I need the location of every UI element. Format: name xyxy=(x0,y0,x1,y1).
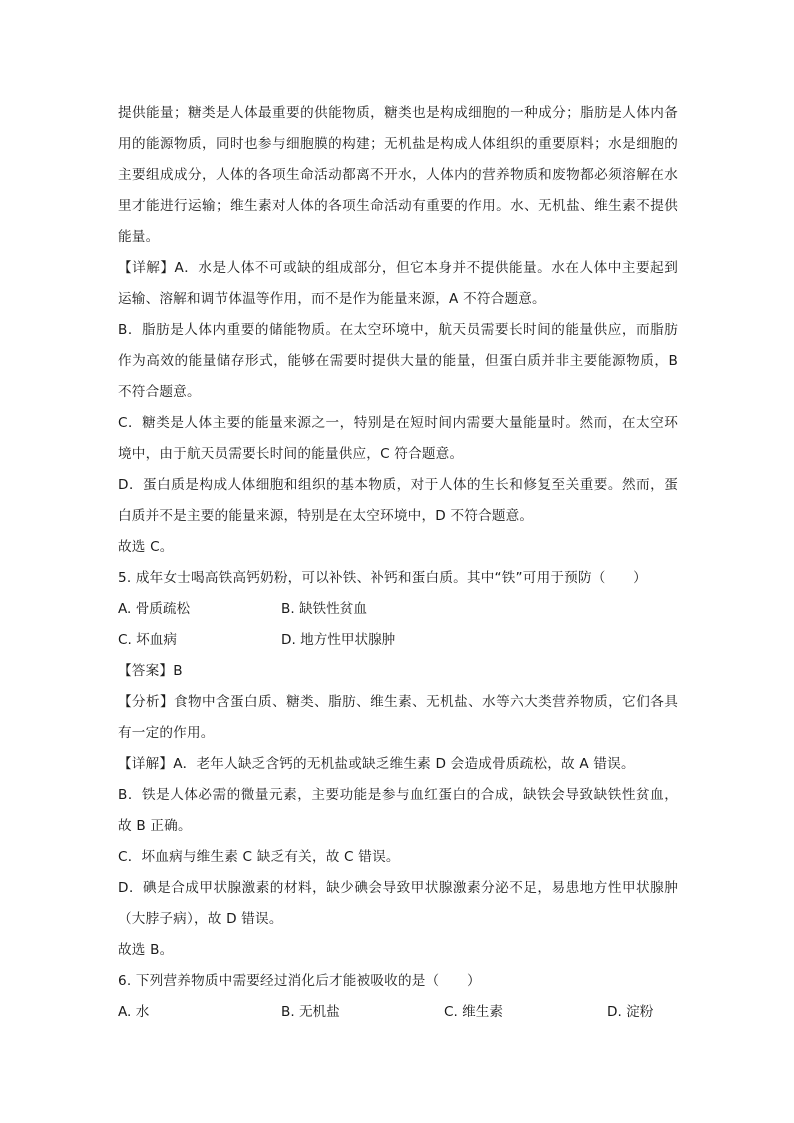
q5-option-b: B. 缺铁性贫血 xyxy=(281,601,367,617)
page-content xyxy=(118,98,678,1028)
q4-detail-a-text: A．水是人体不可或缺的组成部分，但它本身并不提供能量。水在人体中主要起到运输、溶解和调节体温等作用，而不是作为能量来源，A 不符合题意。 xyxy=(118,260,678,307)
q6-stem: 6. 下列营养物质中需要经过消化后才能被吸收的是（ ） xyxy=(118,973,481,989)
q6-option-c: C. 维生素 xyxy=(444,1004,503,1020)
analysis-continuation-paragraph: 提供能量；糖类是人体最重要的供能物质，糖类也是构成细胞的一种成分；脂肪是人体内备用的能源物质，同时也参与细胞膜的构建；无机盐是构成人体组织的重要原料；水是细胞的主要组成成分，人体的各项生命活动都离不开水，人体内的营养物质和废物都必须溶解在水里才能进行运输；维生素对人体的各项生命活动有重要的作用。水、无机盐、维生素不提供能量。 xyxy=(118,105,678,245)
q4-detail-b: B．脂肪是人体内重要的储能物质。在太空环境中，航天员需要长时间的能量供应，而脂肪作为高效的能量储存形式，能够在需要时提供大量的能量，但蛋白质并非主要能源物质，B 不符合题意。 xyxy=(118,322,678,400)
q5-detail-a-text: A．老年人缺乏含钙的无机盐或缺乏维生素 D 会造成骨质疏松，故 A 错误。 xyxy=(173,756,635,772)
answer-tag: 【答案】 xyxy=(118,663,174,679)
detail-tag: 【详解】 xyxy=(118,260,175,276)
q4-detail-c: C．糖类是人体主要的能量来源之一，特别是在短时间内需要大量能量时。然而，在太空环境中，由于航天员需要长时间的能量供应，C 符合题意。 xyxy=(118,415,678,462)
q6-option-a: A. 水 xyxy=(118,1004,150,1020)
q5-stem: 5. 成年女士喝高铁高钙奶粉，可以补铁、补钙和蛋白质。其中“铁”可用于预防（ ） xyxy=(118,570,647,586)
q5-detail-b: B．铁是人体必需的微量元素，主要功能是参与血红蛋白的合成，缺铁会导致缺铁性贫血，故 B 正确。 xyxy=(118,787,678,834)
detail-tag: 【详解】 xyxy=(118,756,174,772)
q5-options-row-2 xyxy=(118,625,678,656)
q5-detail-a xyxy=(118,749,678,780)
q6-options-row xyxy=(118,997,678,1028)
q5-detail-d: D．碘是合成甲状腺激素的材料，缺少碘会导致甲状腺激素分泌不足，易患地方性甲状腺肿（大脖子病），故 D 错误。 xyxy=(118,880,678,927)
q5-option-c: C. 坏血病 xyxy=(118,632,177,648)
analysis-tag: 【分析】 xyxy=(118,694,175,710)
q6-option-d: D. 淀粉 xyxy=(607,1004,654,1020)
q4-choose: 故选 C。 xyxy=(118,539,174,555)
q5-option-a: A. 骨质疏松 xyxy=(118,601,191,617)
answer-value: B xyxy=(173,663,183,679)
q4-detail-d: D．蛋白质是构成人体细胞和组织的基本物质，对于人体的生长和修复至关重要。然而，蛋白质并不是主要的能量来源，特别是在太空环境中，D 不符合题意。 xyxy=(118,477,678,524)
q4-detail-a xyxy=(118,253,678,315)
q5-answer xyxy=(118,656,678,687)
q5-detail-c: C．坏血病与维生素 C 缺乏有关，故 C 错误。 xyxy=(118,849,400,865)
q5-options-row-1 xyxy=(118,594,678,625)
q5-analysis xyxy=(118,687,678,749)
analysis-text: 食物中含蛋白质、糖类、脂肪、维生素、无机盐、水等六大类营养物质，它们各具有一定的作用。 xyxy=(118,694,678,741)
q5-choose: 故选 B。 xyxy=(118,942,174,958)
q5-option-d: D. 地方性甲状腺肿 xyxy=(281,632,396,648)
q6-option-b: B. 无机盐 xyxy=(281,1004,340,1020)
